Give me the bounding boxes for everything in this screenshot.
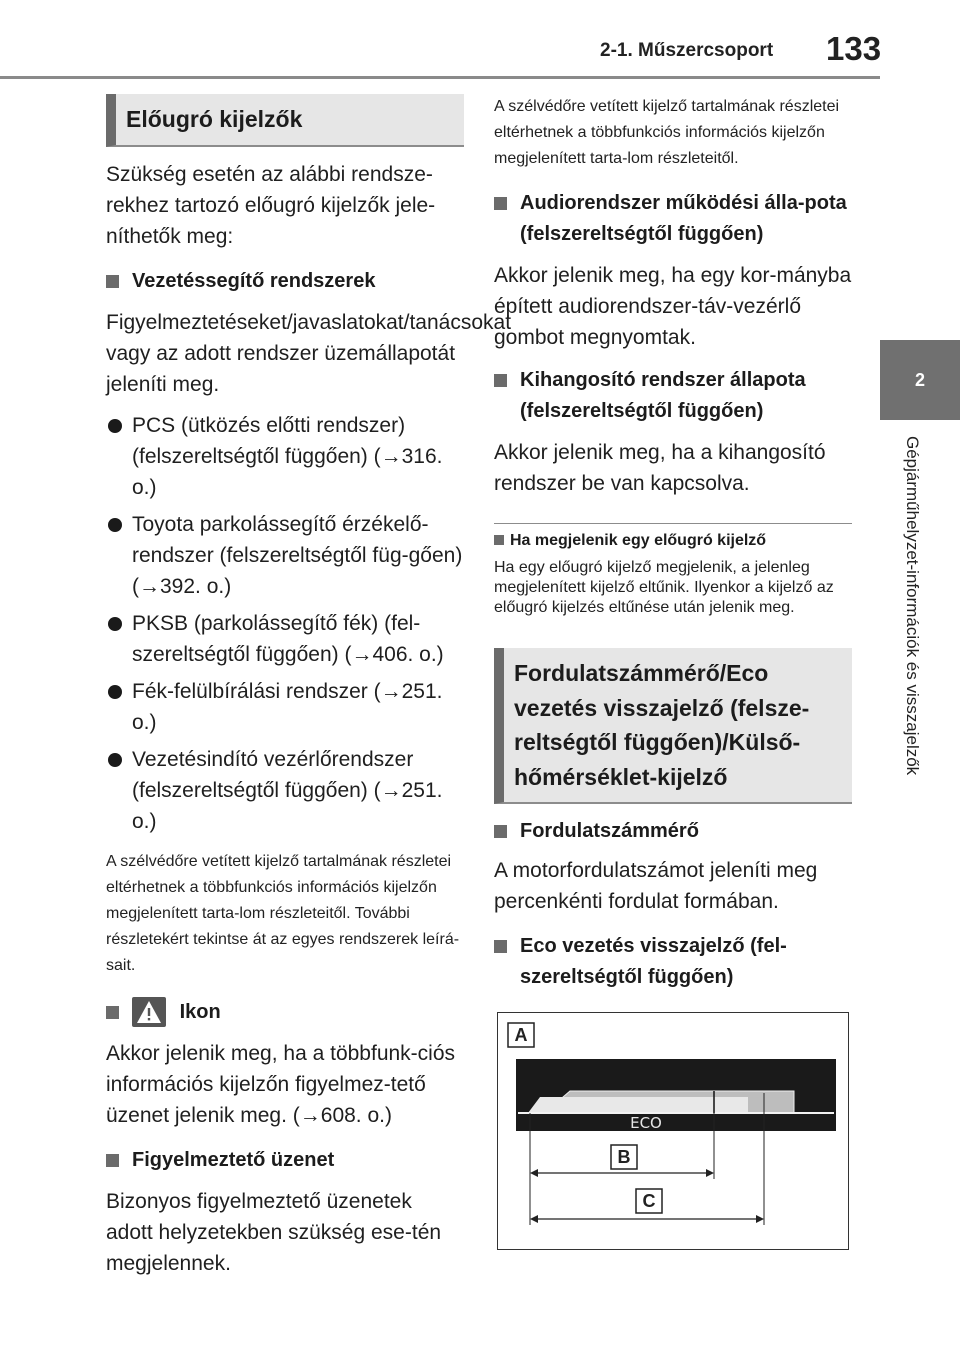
square-bullet-icon [494, 940, 507, 953]
bullet-icon [108, 753, 122, 767]
bullet-icon [108, 518, 122, 532]
section-heading-tachometer: Fordulatszámmérő/Eco vezetés visszajelző (felsze-reltségtől függően)/Külső-hőmérséklet-kijelző [494, 648, 852, 804]
square-bullet-icon [494, 825, 507, 838]
list-item: PKSB (parkolássegítő fék) (fel-szereltségtől függően) (→406. o.) [106, 608, 464, 670]
page-number: 133 [826, 30, 882, 67]
square-bullet-icon [106, 1006, 119, 1019]
intro-text: Szükség esetén az alábbi rendsze-rekhez tartozó előugró kijelzők jele-níthetők meg: [106, 162, 436, 248]
eco-diagram [498, 1013, 847, 1248]
subheading-text: Eco vezetés visszajelző (fel-szereltségtől függően) [520, 935, 787, 988]
square-bullet-icon [494, 197, 507, 210]
list-item: Fék-felülbírálási rendszer (→251. o.) [106, 676, 464, 738]
chapter-title: Gépjárműhelyzet-információk és visszajelzők [903, 436, 922, 776]
subheading-text: Vezetéssegítő rendszerek [132, 269, 376, 292]
hud-note: A szélvédőre vetített kijelző tartalmának részletei eltérhetnek a többfunkciós információs kijelzőn megjelenített tarta-lom részleteitől. További részletekért tekintse át az egyes rendszerek leírá-sait. [106, 852, 460, 974]
chapter-title-vertical [902, 436, 942, 856]
arrow-c-left-head [530, 1215, 538, 1223]
icon-text: Akkor jelenik meg, ha a többfunk-ciós információs kijelzőn figyelmez-tető üzenet jelenik meg. (→608. o.) [106, 1041, 456, 1127]
left-column [106, 94, 512, 1279]
handsfree-text: Akkor jelenik meg, ha a kihangosító rendszer be van kapcsolva. [494, 441, 826, 495]
hud-note-right: A szélvédőre vetített kijelző tartalmának részletei eltérhetnek a többfunkciós információs kijelzőn megjelenített tarta-lom részleteitől. [494, 98, 840, 167]
warning-triangle-icon [132, 997, 166, 1027]
square-bullet-icon [494, 535, 504, 545]
bullet-icon [108, 685, 122, 699]
subheading-audio [494, 188, 852, 250]
right-column [494, 94, 852, 993]
audio-text: Akkor jelenik meg, ha egy kor-mányba épített audiorendszer-táv-vezérlő gombot megnyomtak. [494, 264, 852, 349]
subheading-tachometer [494, 816, 852, 847]
subheading-warning-message [106, 1145, 464, 1176]
small-heading-text: Ha megjelenik egy előugró kijelző [510, 532, 767, 549]
popup-note: Ha egy előugró kijelző megjelenik, a jelenleg megjelenített kijelző eltűnik. Ilyenkor a kijelző az előugró kijelzés eltűnése után jelenik meg. [494, 559, 834, 616]
subheading-text: Audiorendszer működési álla-pota (felszereltségtől függően) [520, 192, 847, 245]
square-bullet-icon [106, 1154, 119, 1167]
square-bullet-icon [106, 275, 119, 288]
eco-bar-fill [528, 1097, 748, 1113]
label-c: C [642, 1191, 656, 1211]
subheading-text: Ikon [179, 1000, 221, 1023]
section-heading-popups: Előugró kijelzők [106, 94, 464, 147]
warning-message-text: Bizonyos figyelmeztető üzenetek adott helyzetekben szükség ese-tén megjelennek. [106, 1189, 442, 1275]
arrow-c-right-head [756, 1215, 764, 1223]
list-item: Toyota parkolássegítő érzékelő-rendszer (felszereltségtől füg-gően) (→392. o.) [106, 509, 464, 602]
driving-assist-text: Figyelmeztetéseket/javaslatokat/tanácsokat vagy az adott rendszer üzemállapotát jeleníti meg. [106, 310, 512, 396]
square-bullet-icon [494, 374, 507, 387]
eco-label: ECO [630, 1114, 662, 1132]
eco-indicator-figure [497, 1012, 849, 1250]
section-title: 2-1. Műszercsoport [600, 40, 774, 61]
label-a: A [514, 1025, 528, 1045]
system-list [106, 410, 464, 837]
arrow-b-left-head [530, 1169, 538, 1177]
chapter-tab [880, 340, 960, 420]
divider [494, 523, 852, 524]
chapter-number: 2 [914, 369, 925, 390]
subheading-handsfree [494, 365, 852, 427]
list-item: Vezetésindító vezérlőrendszer (felszereltségtől függően) (→251. o.) [106, 744, 464, 837]
label-b: B [617, 1147, 631, 1167]
subheading-text: Figyelmeztető üzenet [132, 1148, 335, 1171]
small-heading-popup [494, 530, 852, 552]
subheading-text: Kihangosító rendszer állapota (felszereltségtől függően) [520, 369, 806, 422]
bullet-icon [108, 617, 122, 631]
header-rule [0, 76, 880, 79]
list-item: PCS (ütközés előtti rendszer) (felszereltségtől függően) (→316. o.) [106, 410, 464, 503]
tachometer-text: A motorfordulatszámot jeleníti meg percenkénti fordulat formában. [494, 859, 818, 913]
bullet-icon [108, 419, 122, 433]
subheading-icon [106, 997, 464, 1028]
arrow-b-right-head [706, 1169, 714, 1177]
subheading-eco [494, 931, 852, 993]
subheading-driving-assist [106, 266, 464, 297]
subheading-text: Fordulatszámmérő [520, 820, 699, 842]
